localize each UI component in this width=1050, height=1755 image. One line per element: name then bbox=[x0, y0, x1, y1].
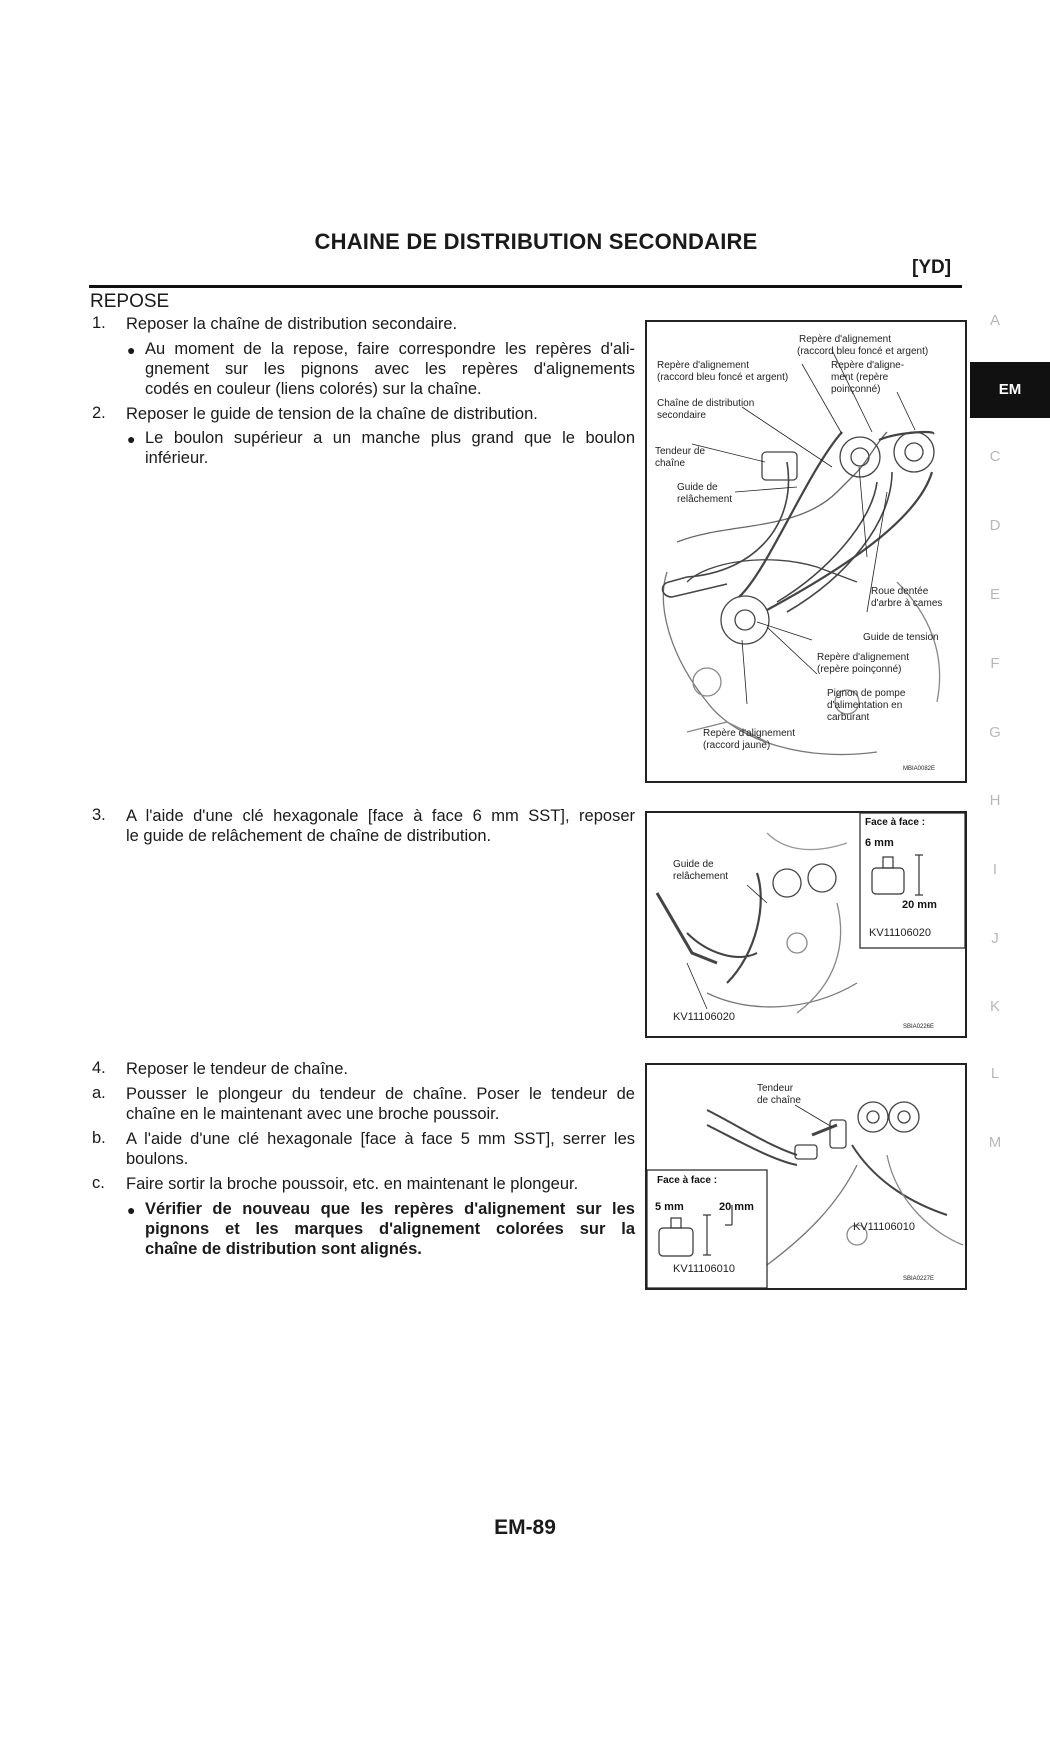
bullet-icon: ● bbox=[127, 431, 136, 447]
step-2-bullet-line: Le boulon supérieur a un manche plus grand que le boulon bbox=[145, 429, 635, 447]
sidebar-item-em[interactable]: EM bbox=[970, 362, 1050, 418]
step-4b-text-line: A l'aide d'une clé hexagonale [face à face 5 mm SST], serrer les bbox=[126, 1130, 635, 1148]
header-rule bbox=[89, 285, 962, 288]
fig3-tool-main: KV11106010 bbox=[853, 1221, 915, 1233]
step-4a-number: a. bbox=[92, 1084, 106, 1102]
figure-timing-chain bbox=[645, 320, 967, 783]
fig2-label-guide: Guide de bbox=[673, 859, 714, 870]
fig3-dim-5mm: 5 mm bbox=[655, 1201, 684, 1213]
fig1-label-punch: Repère d'aligne- bbox=[831, 360, 905, 371]
fig1-label-sprocket: Roue dentée bbox=[871, 586, 929, 597]
fig2-dim-6mm: 6 mm bbox=[865, 837, 894, 849]
fig1-label-punch-3: poinçonné) bbox=[831, 384, 881, 395]
sidebar-item-l[interactable]: L bbox=[990, 1065, 1000, 1082]
sidebar-item-g[interactable]: G bbox=[989, 724, 1001, 741]
timing-chain-drawing bbox=[647, 322, 965, 781]
sidebar-item-a[interactable]: A bbox=[989, 312, 1000, 329]
step-1-bullet-line: Au moment de la repose, faire correspondre les repères d'ali- bbox=[145, 340, 635, 358]
fig1-label-align-top: Repère d'alignement bbox=[799, 334, 891, 345]
fig1-label-pump-2: d'alimentation en bbox=[827, 700, 903, 711]
step-3-text-line: le guide de relâchement de chaîne de distribution. bbox=[126, 827, 492, 845]
fig3-label-tensioner-2: de chaîne bbox=[757, 1095, 801, 1106]
sidebar-item-i[interactable]: I bbox=[992, 861, 998, 878]
page-number: EM-89 bbox=[494, 1516, 556, 1539]
fig1-label-sprocket-2: d'arbre à cames bbox=[871, 598, 943, 609]
fig1-label-align-punch: Repère d'alignement bbox=[817, 652, 909, 663]
fig1-label-tension-guide: Guide de tension bbox=[863, 632, 939, 643]
section-heading: REPOSE bbox=[90, 291, 170, 312]
bullet-icon: ● bbox=[127, 342, 136, 358]
sidebar-item-d[interactable]: D bbox=[989, 517, 1001, 534]
fig2-face-label: Face à face : bbox=[865, 817, 926, 828]
fig1-label-tensioner: Tendeur de bbox=[655, 446, 706, 457]
fig1-label-yellow-2: (raccord jaune) bbox=[703, 740, 771, 751]
step-1-number: 1. bbox=[92, 314, 106, 332]
step-1-text: Reposer la chaîne de distribution secondaire. bbox=[126, 315, 458, 333]
fig1-label-chain: Chaîne de distribution bbox=[657, 398, 755, 409]
step-4c-bullet-line: pignons et les marques d'alignement colorées sur la bbox=[145, 1220, 635, 1238]
fig3-code: SBIA0227E bbox=[903, 1276, 935, 1282]
step-4c-text: Faire sortir la broche poussoir, etc. en maintenant le plongeur. bbox=[126, 1175, 579, 1193]
step-4a-text-line: Pousser le plongeur du tendeur de chaîne. Poser le tendeur de bbox=[126, 1085, 635, 1103]
step-2-number: 2. bbox=[92, 404, 106, 422]
fig1-label-chain-2: secondaire bbox=[657, 410, 706, 421]
step-3-number: 3. bbox=[92, 806, 106, 824]
fig1-label-slack-guide: Guide de bbox=[677, 482, 718, 493]
fig2-code: SBIA0226E bbox=[903, 1024, 935, 1030]
sidebar-item-k[interactable]: K bbox=[989, 998, 1000, 1015]
step-4c-number: c. bbox=[92, 1174, 105, 1192]
fig1-label-yellow: Repère d'alignement bbox=[703, 728, 795, 739]
fig3-tool-inset: KV11106010 bbox=[673, 1263, 735, 1275]
step-1-bullet-line: codés en couleur (liens colorés) sur la chaîne. bbox=[145, 380, 482, 398]
fig1-label-punch-2: ment (repère bbox=[831, 372, 889, 383]
sidebar-item-h[interactable]: H bbox=[989, 792, 1001, 809]
step-1-bullet-line: gnement sur les pignons avec les repères d'alignements bbox=[145, 360, 635, 378]
fig1-label-slack-guide-2: relâchement bbox=[677, 494, 733, 505]
fig1-label-align-left-sub: (raccord bleu foncé et argent) bbox=[657, 372, 789, 383]
bullet-icon: ● bbox=[127, 1202, 136, 1218]
step-4c-bullet-line: Vérifier de nouveau que les repères d'alignement sur les bbox=[145, 1200, 635, 1218]
figure-chain-tensioner-tool bbox=[645, 1063, 967, 1290]
fig2-tool-inset: KV11106020 bbox=[869, 927, 931, 939]
sidebar-item-m[interactable]: M bbox=[988, 1134, 1002, 1151]
fig3-face-label: Face à face : bbox=[657, 1175, 718, 1186]
slack-guide-drawing bbox=[647, 813, 965, 1036]
fig2-dim-20mm: 20 mm bbox=[902, 899, 937, 911]
fig3-dim-20mm: 20 mm bbox=[719, 1201, 754, 1213]
step-3-text-line: A l'aide d'une clé hexagonale [face à face 6 mm SST], reposer bbox=[126, 807, 635, 825]
sidebar-item-e[interactable]: E bbox=[989, 586, 1000, 603]
step-4b-text-line: boulons. bbox=[126, 1150, 189, 1168]
fig1-label-align-top-sub: (raccord bleu foncé et argent) bbox=[797, 346, 929, 357]
step-4a-text-line: chaîne en le maintenant avec une broche poussoir. bbox=[126, 1105, 500, 1123]
step-4-text: Reposer le tendeur de chaîne. bbox=[126, 1060, 348, 1078]
fig1-label-pump-3: carburant bbox=[827, 712, 870, 723]
fig1-label-tensioner-2: chaîne bbox=[655, 458, 686, 469]
sidebar-item-j[interactable]: J bbox=[991, 930, 999, 947]
step-4b-number: b. bbox=[92, 1129, 106, 1147]
step-2-bullet-line: inférieur. bbox=[145, 449, 209, 467]
page-title: CHAINE DE DISTRIBUTION SECONDAIRE bbox=[314, 229, 758, 254]
fig2-label-guide-2: relâchement bbox=[673, 871, 729, 882]
step-2-text: Reposer le guide de tension de la chaîne de distribution. bbox=[126, 405, 538, 423]
fig1-label-pump: Pignon de pompe bbox=[827, 688, 906, 699]
step-4c-bullet-line: chaîne de distribution sont alignés. bbox=[145, 1240, 422, 1258]
sidebar-item-c[interactable]: C bbox=[989, 448, 1001, 465]
engine-tag: [YD] bbox=[912, 257, 952, 278]
fig1-label-align-punch-2: (repère poinçonné) bbox=[817, 664, 902, 675]
fig3-label-tensioner: Tendeur bbox=[757, 1083, 794, 1094]
fig2-tool-main: KV11106020 bbox=[673, 1011, 735, 1023]
step-4-number: 4. bbox=[92, 1059, 106, 1077]
sidebar-item-f[interactable]: F bbox=[990, 655, 1000, 672]
figure-slack-guide-tool bbox=[645, 811, 967, 1038]
fig1-code: MBIA0082E bbox=[903, 766, 936, 772]
fig1-label-align-left: Repère d'alignement bbox=[657, 360, 749, 371]
